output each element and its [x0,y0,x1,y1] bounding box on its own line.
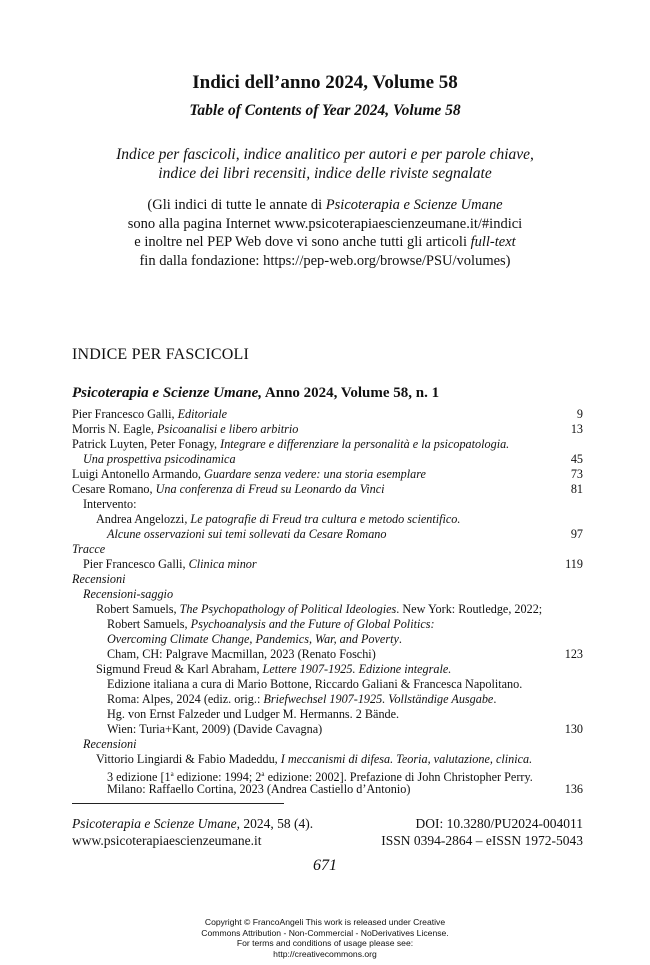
page-ref: 73 [570,467,583,481]
toc-entry-intervento: Intervento: [83,497,137,511]
toc-category-recensioni: Recensioni [72,572,126,586]
note-line-4: fin dalla fondazione: https://pep-web.org/browse/PSU/volumes) [139,252,511,269]
index-description-line-2: indice dei libri recensiti, indice delle riviste segnalate [158,165,492,182]
page-ref: 13 [570,422,583,436]
issue-heading: Psicoterapia e Scienze Umane, Anno 2024, Volume 58, n. 1 [72,385,440,401]
page-ref: 130 [564,722,583,736]
footer-issn: ISSN 0394-2864 – eISSN 1972-5043 [381,833,583,848]
toc-entry-freud-abraham-orig: Roma: Alpes, 2024 (ediz. orig.: Briefwechsel 1907-1925. Vollständige Ausgabe. [107,692,497,706]
page-subtitle: Table of Contents of Year 2024, Volume 58 [189,102,461,119]
license-line-1: Copyright © FrancoAngeli This work is released under Creative [204,917,446,927]
note-line-2: sono alla pagina Internet www.psicoterapiaescienzeumane.it/#indici [127,215,523,232]
toc-entry-eagle: Morris N. Eagle, Psicoanalisi e libero arbitrio 13 [72,422,583,436]
license-line-2: Commons Attribution - Non-Commercial - NoDerivatives License. [201,927,449,938]
toc-entry-freud-abraham: Sigmund Freud & Karl Abraham, Lettere 1907-1925. Edizione integrale. [96,662,452,676]
toc-entry-samuels-2-cont: Overcoming Climate Change, Pandemics, War, and Poverty. [107,632,402,646]
page-number: 671 [313,857,337,874]
page-ref: 9 [576,407,583,421]
toc-entry-freud-abraham-edition: Edizione italiana a cura di Mario Bottone, Riccardo Galiani & Francesca Napolitano. [107,677,523,691]
toc-entry-samuels-publisher: Cham, CH: Palgrave Macmillan, 2023 (Renato Foschi) 123 [107,647,583,661]
toc-entry-samuels-2: Robert Samuels, Psychoanalysis and the Future of Global Politics: [107,617,435,631]
page-ref: 97 [570,527,583,541]
page-title: Indici dell’anno 2024, Volume 58 [192,72,458,93]
toc-entry-angelozzi: Andrea Angelozzi, Le patografie di Freud tra cultura e metodo scientifico. [96,512,461,526]
footer-doi: DOI: 10.3280/PU2024-004011 [415,816,583,831]
license-line-4: http://creativecommons.org [273,948,377,959]
toc-entry-lingiardi-edition: 3 edizione [1$^a$ edizione: 1994; 2$^a$ edizione: 2002]. Prefazione di John Christopher Perry. [107,770,533,785]
index-description-line-1: Indice per fascicoli, indice analitico per autori e per parole chiave, [116,146,534,163]
page-ref: 136 [564,782,583,796]
note-line-3: e inoltre nel PEP Web dove vi sono anche tutti gli articoli full-text [134,234,516,250]
toc-entry-clinica-minor: Pier Francesco Galli, Clinica minor 119 [83,557,583,571]
note-line-1: (Gli indici di tutte le annate di Psicoterapia e Scienze Umane [147,197,503,213]
toc-entry-editoriale: Pier Francesco Galli, Editoriale 9 [72,407,583,421]
toc-entry-samuels-1: Robert Samuels, The Psychopathology of Political Ideologies. New York: Routledge, 2022; [96,602,543,616]
toc-entry-freud-abraham-editors: Hg. von Ernst Falzeder und Ludger M. Hermanns. 2 Bände. [107,707,400,721]
toc-entry-luyten: Patrick Luyten, Peter Fonagy, Integrare e differenziare la personalità e la psicopatologia. [72,437,510,451]
toc-entry-romano: Cesare Romano, Una conferenza di Freud su Leonardo da Vinci 81 [72,482,583,496]
license-line-3: For terms and conditions of usage please see: [236,938,414,948]
footer-journal: Psicoterapia e Scienze Umane, 2024, 58 (4). [72,816,314,831]
page-ref: 119 [565,557,583,571]
toc-entry-luyten-cont: Una prospettiva psicodinamica 45 [83,452,583,466]
toc-entry-lingiardi-publisher: Milano: Raffaello Cortina, 2023 (Andrea Castiello d’Antonio) 136 [107,782,583,796]
page-ref: 81 [570,482,583,496]
page-ref: 45 [570,452,583,466]
toc-entry-armando: Luigi Antonello Armando, Guardare senza vedere: una storia esemplare 73 [72,467,583,481]
toc-entry-lingiardi: Vittorio Lingiardi & Fabio Madeddu, I meccanismi di difesa. Teoria, valutazione, clinica. [96,752,533,766]
footer-divider [72,803,284,804]
toc-entry-freud-abraham-publisher: Wien: Turia+Kant, 2009) (Davide Cavagna) 130 [107,722,583,736]
toc-entry-angelozzi-cont: Alcune osservazioni sui temi sollevati da Cesare Romano 97 [107,527,583,541]
toc-category-tracce: Tracce [72,542,106,556]
footer-website: www.psicoterapiaescienzeumane.it [72,833,262,848]
section-heading: INDICE PER FASCICOLI [72,346,250,363]
toc-subcategory-recensioni-saggio: Recensioni-saggio [83,587,174,601]
page-ref: 123 [564,647,583,661]
toc-subcategory-recensioni: Recensioni [83,737,137,751]
